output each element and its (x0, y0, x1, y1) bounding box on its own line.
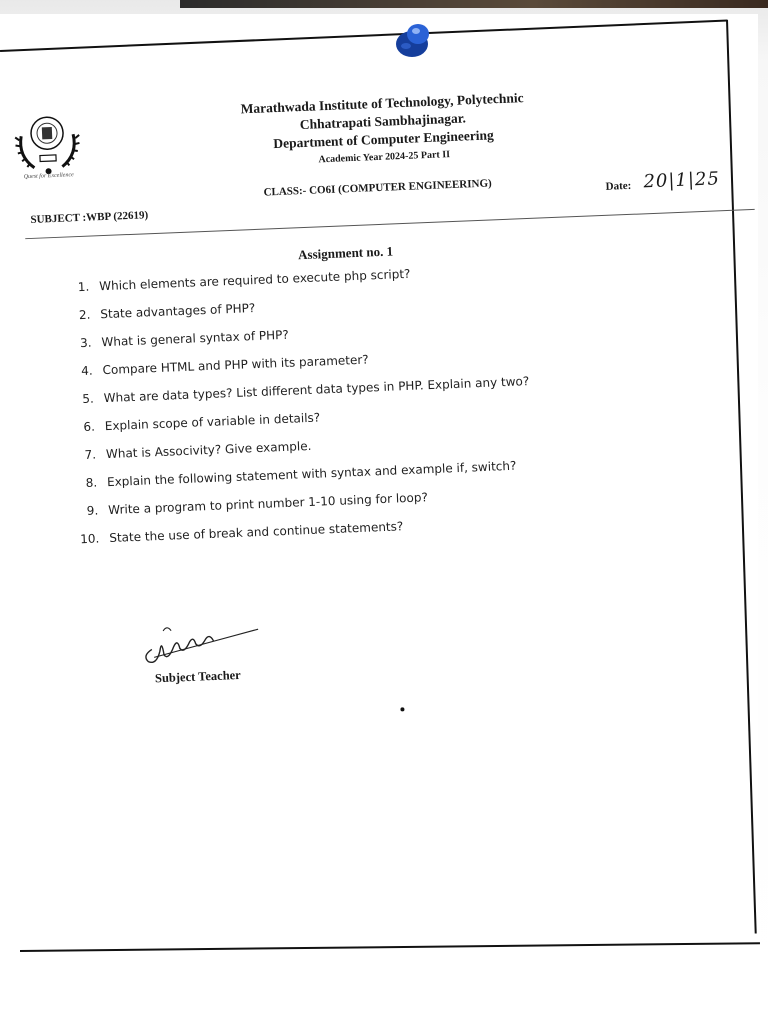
question-text: What is Associvity? Give example. (105, 438, 312, 462)
institute-name: Marathwada Institute of Technology, Polytechnic (240, 90, 524, 117)
question-number: 1. (77, 279, 90, 295)
assignment-title: Assignment no. 1 (297, 243, 394, 263)
question-number: 9. (86, 503, 99, 518)
handwritten-date: 20|1|25 (643, 168, 721, 193)
question-text: Compare HTML and PHP with its parameter? (102, 352, 369, 378)
question-number: 3. (79, 335, 92, 351)
question-number: 8. (85, 475, 98, 490)
question-number: 7. (84, 447, 97, 462)
question-text: Write a program to print number 1-10 using for loop? (107, 490, 429, 518)
question-number: 5. (82, 391, 95, 407)
academic-year: Academic Year 2024-25 Part II (318, 149, 451, 166)
question-number: 4. (80, 363, 93, 379)
department-name: Department of Computer Engineering (273, 127, 495, 152)
question-number: 6. (83, 419, 96, 434)
question-number: 2. (78, 307, 91, 323)
question-text: What is general syntax of PHP? (101, 327, 289, 350)
question-text: Explain the following statement with syntax and example if, switch? (106, 458, 517, 490)
logo-caption: Quest for Excellence (23, 172, 74, 181)
class-label: CLASS:- CO6I (COMPUTER ENGINEERING) (263, 177, 492, 199)
push-pin-icon (392, 20, 434, 62)
question-text: State advantages of PHP? (100, 301, 256, 322)
question-text: What are data types? List different data types in PHP. Explain any two? (103, 374, 530, 406)
subject-label: SUBJECT :WBP (22619) (30, 209, 149, 226)
question-list (59, 256, 690, 561)
ink-dot (400, 707, 404, 711)
date-label: Date: (605, 179, 632, 193)
institute-city: Chhatrapati Sambhajinagar. (299, 110, 467, 133)
question-text: State the use of break and continue statements? (109, 519, 404, 546)
signature-label: Subject Teacher (154, 667, 241, 686)
institute-logo (10, 104, 85, 179)
question-number: 10. (79, 531, 100, 547)
question-text: Explain scope of variable in details? (104, 410, 321, 434)
question-text: Which elements are required to execute php script? (98, 266, 411, 294)
teacher-signature (133, 617, 265, 672)
